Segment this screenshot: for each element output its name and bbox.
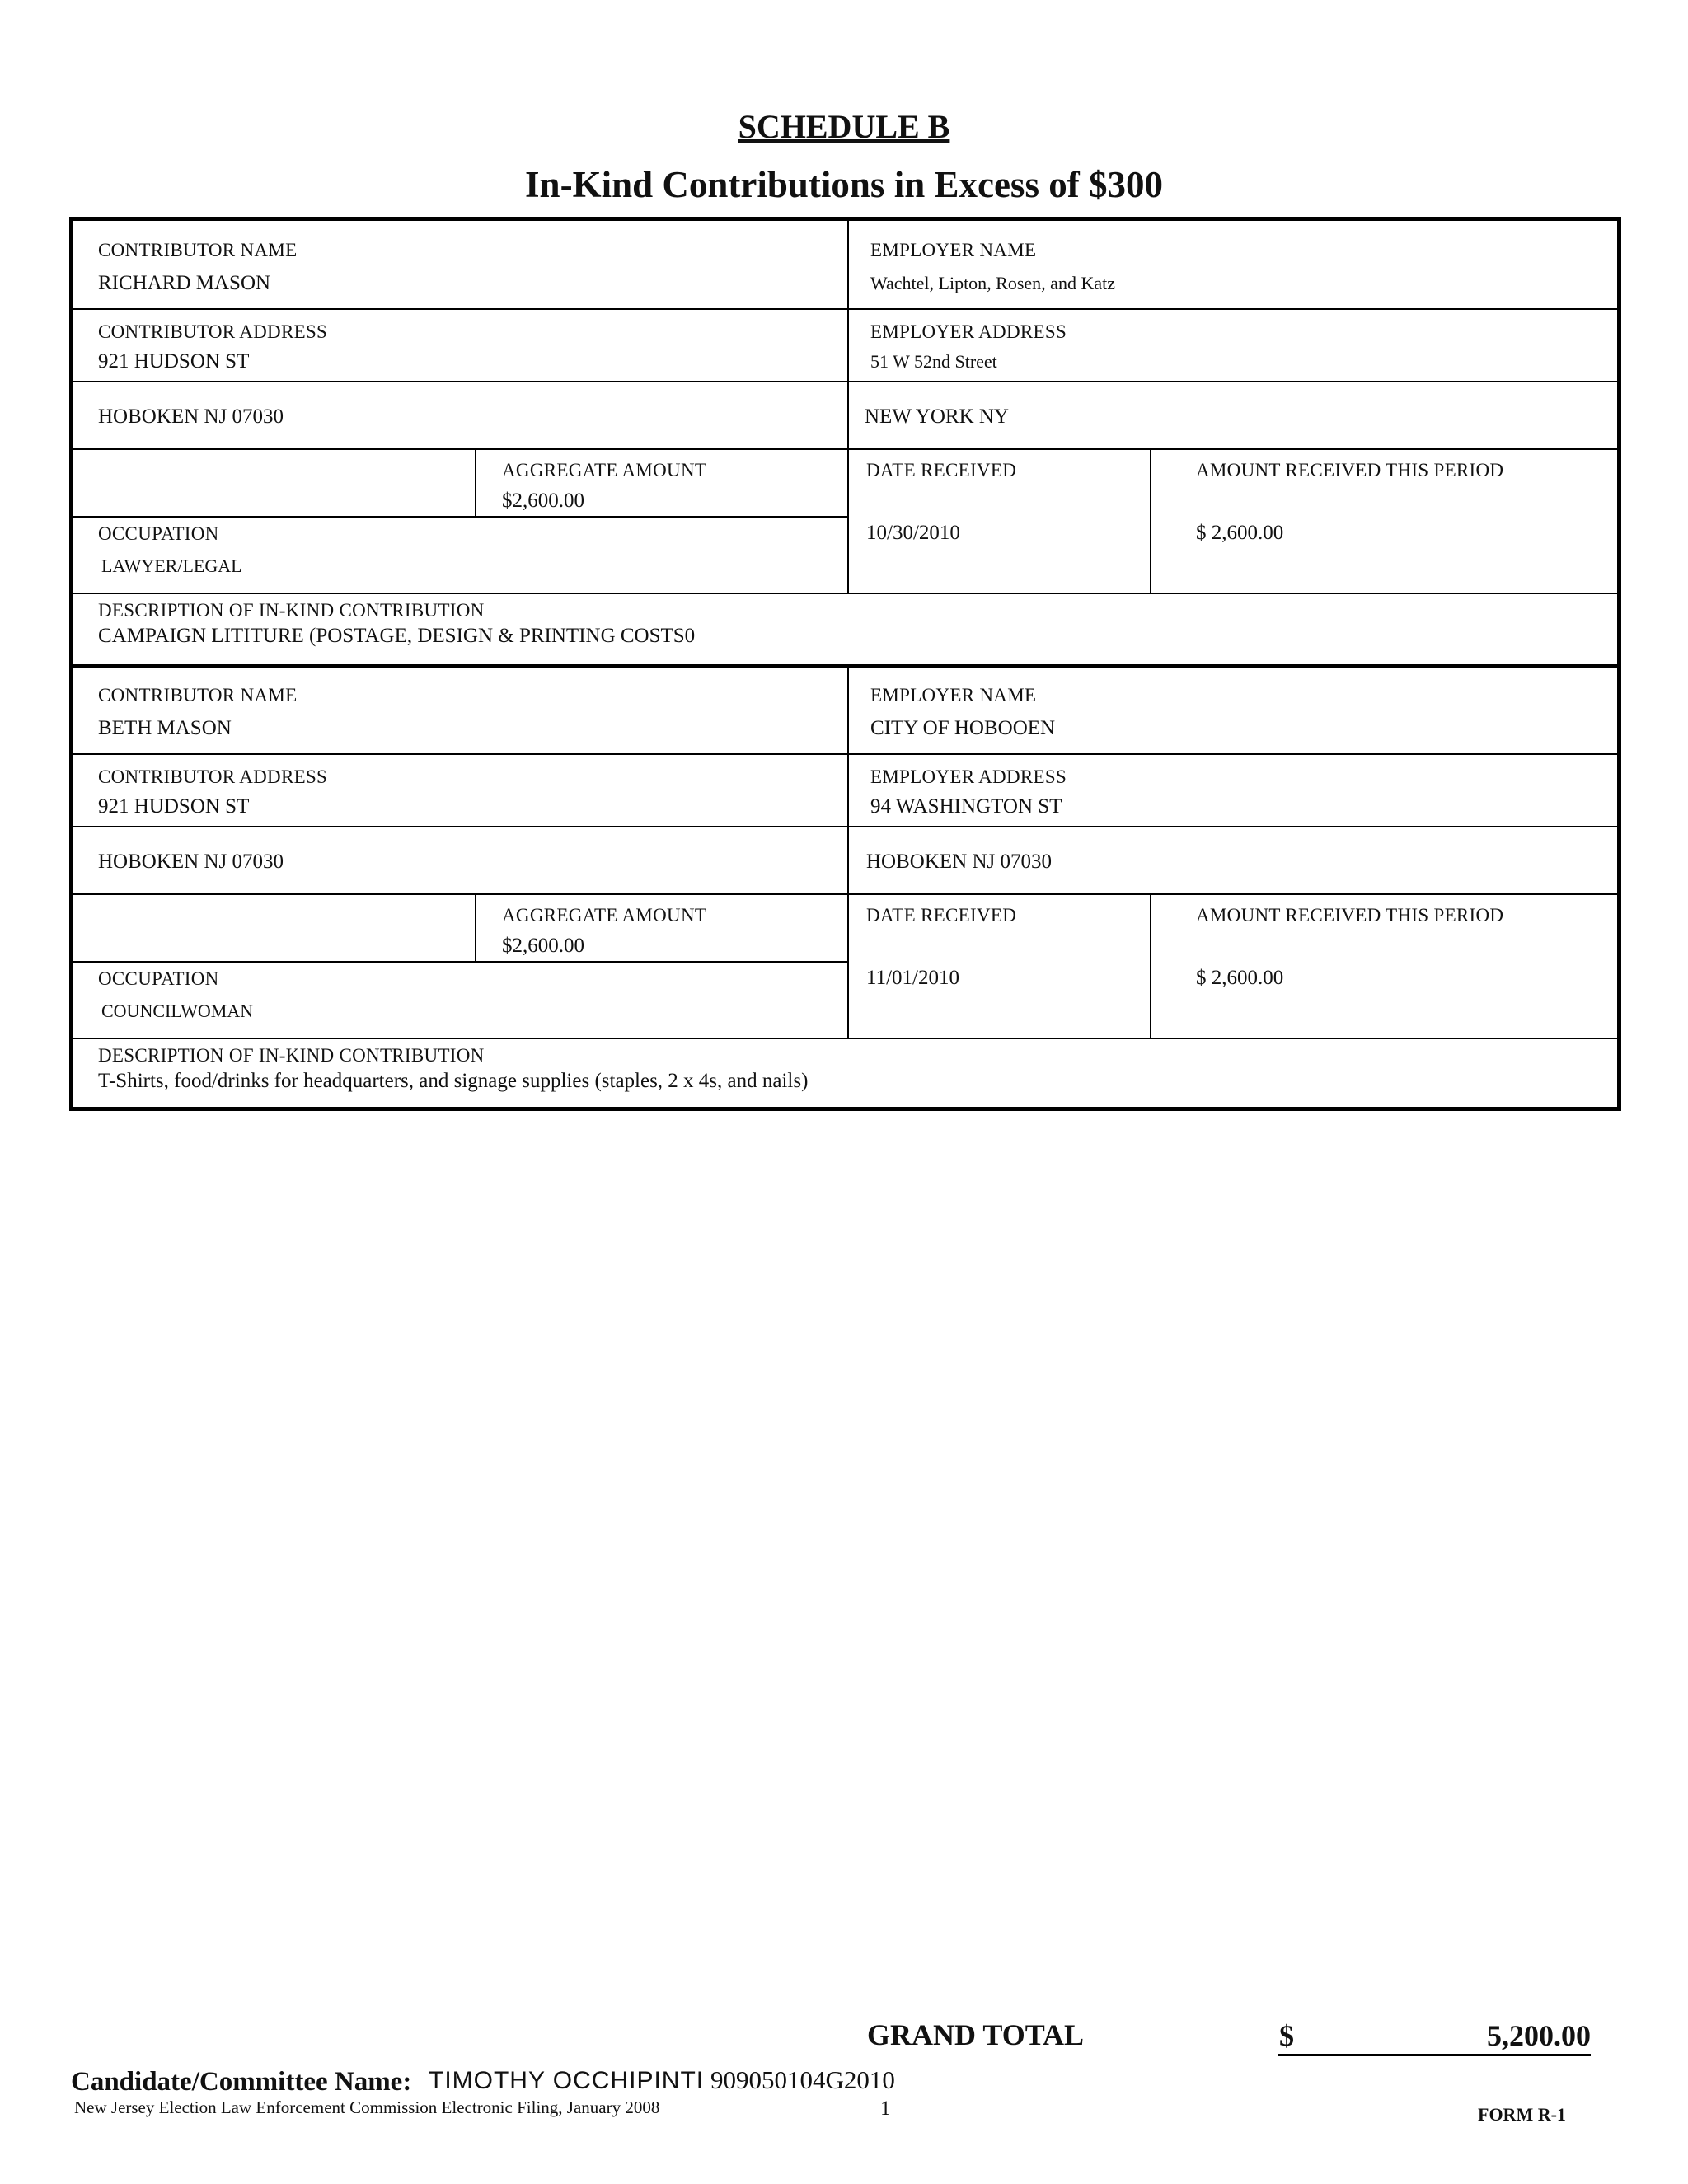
employer-address-label: EMPLOYER ADDRESS	[870, 321, 1067, 342]
occupation-label: OCCUPATION	[98, 523, 219, 544]
aggregate-amount: $2,600.00	[502, 490, 584, 512]
employer-name-label: EMPLOYER NAME	[870, 685, 1037, 705]
amount-received-label: AMOUNT RECEIVED THIS PERIOD	[1196, 905, 1504, 926]
employer-address-line2: NEW YORK NY	[865, 405, 1009, 428]
description-label: DESCRIPTION OF IN-KIND CONTRIBUTION	[98, 600, 485, 621]
contributor-name: BETH MASON	[98, 717, 232, 739]
commission-note: New Jersey Election Law Enforcement Commission Electronic Filing, January 2008	[74, 2097, 660, 2117]
schedule-title: SCHEDULE B	[738, 108, 950, 145]
schedule-table	[69, 217, 1621, 1111]
committee-id: 909050104G2010	[710, 2065, 895, 2094]
description: CAMPAIGN LITITURE (POSTAGE, DESIGN & PRINTING COSTS0	[98, 625, 696, 647]
amount-received: $ 2,600.00	[1196, 967, 1284, 989]
grand-total-label: GRAND TOTAL	[867, 2018, 1085, 2051]
aggregate-amount-label: AGGREGATE AMOUNT	[502, 905, 707, 926]
schedule-subtitle: In-Kind Contributions in Excess of $300	[525, 164, 1163, 205]
date-received-label: DATE RECEIVED	[866, 460, 1017, 480]
contribution-record	[73, 666, 1617, 1107]
contributor-name-label: CONTRIBUTOR NAME	[98, 240, 298, 260]
date-received: 11/01/2010	[866, 967, 959, 989]
page-number: 1	[880, 2097, 891, 2120]
occupation-label: OCCUPATION	[98, 968, 219, 989]
grand-total-value: 5,200.00	[1487, 2019, 1591, 2052]
employer-name-label: EMPLOYER NAME	[870, 240, 1037, 260]
contributor-name-label: CONTRIBUTOR NAME	[98, 685, 298, 705]
amount-received: $ 2,600.00	[1196, 522, 1284, 544]
contributor-address-label: CONTRIBUTOR ADDRESS	[98, 321, 328, 342]
employer-name: CITY OF HOBOOEN	[870, 717, 1056, 739]
employer-address-line1: 94 WASHINGTON ST	[870, 795, 1062, 818]
contribution-record	[73, 221, 1617, 666]
grand-total-underline	[1278, 2054, 1591, 2056]
contributor-address-label: CONTRIBUTOR ADDRESS	[98, 766, 328, 787]
contributor-address-line2: HOBOKEN NJ 07030	[98, 405, 284, 428]
contributor-name: RICHARD MASON	[98, 272, 271, 294]
contributor-address-line1: 921 HUDSON ST	[98, 350, 250, 373]
employer-address-line1: 51 W 52nd Street	[870, 351, 997, 372]
description: T-Shirts, food/drinks for headquarters, and signage supplies (staples, 2 x 4s, and nails)	[98, 1070, 809, 1092]
amount-received-label: AMOUNT RECEIVED THIS PERIOD	[1196, 460, 1504, 480]
aggregate-amount-label: AGGREGATE AMOUNT	[502, 460, 707, 480]
contributor-address-line2: HOBOKEN NJ 07030	[98, 851, 284, 873]
aggregate-amount: $2,600.00	[502, 935, 584, 957]
description-label: DESCRIPTION OF IN-KIND CONTRIBUTION	[98, 1045, 485, 1066]
employer-name: Wachtel, Lipton, Rosen, and Katz	[870, 273, 1115, 293]
occupation: LAWYER/LEGAL	[101, 555, 242, 576]
candidate-committee-name: TIMOTHY OCCHIPINTI	[429, 2067, 705, 2094]
occupation: COUNCILWOMAN	[101, 1001, 254, 1021]
employer-address-line2: HOBOKEN NJ 07030	[866, 851, 1052, 873]
employer-address-label: EMPLOYER ADDRESS	[870, 766, 1067, 787]
date-received-label: DATE RECEIVED	[866, 905, 1017, 926]
contributor-address-line1: 921 HUDSON ST	[98, 795, 250, 818]
grand-total-currency: $	[1279, 2019, 1294, 2052]
date-received: 10/30/2010	[866, 522, 960, 544]
form-id: FORM R-1	[1478, 2104, 1566, 2125]
candidate-committee-label: Candidate/Committee Name:	[71, 2067, 412, 2097]
